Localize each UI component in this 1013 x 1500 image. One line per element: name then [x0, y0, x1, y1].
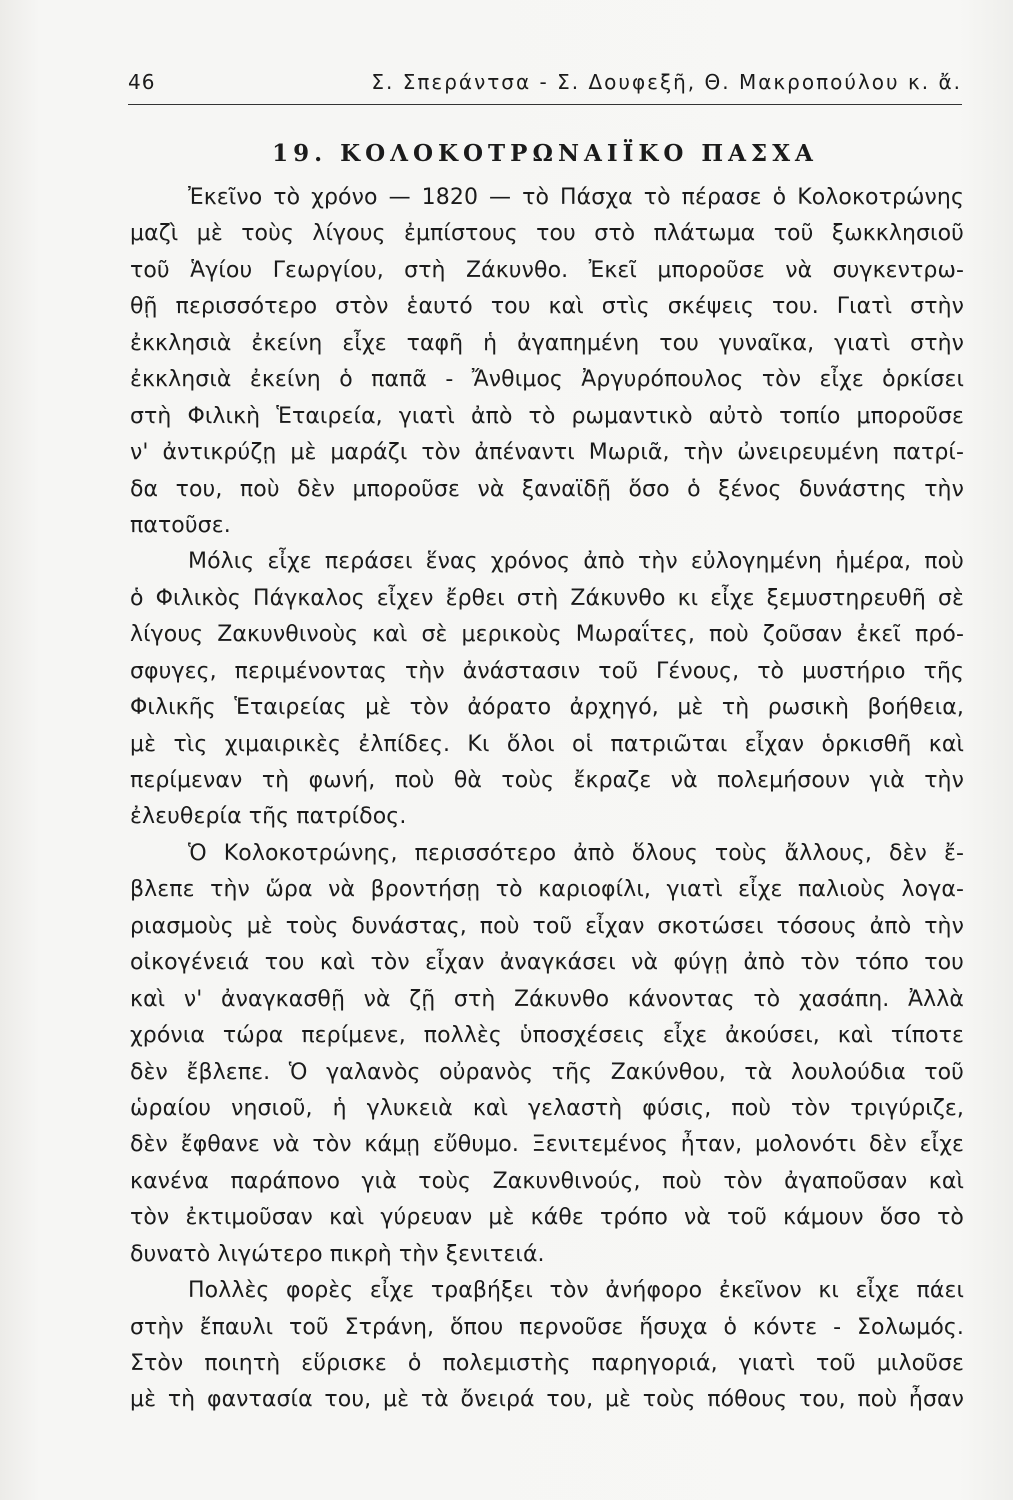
text-line: ὡραίου νησιοῦ, ἡ γλυκειὰ καὶ γελαστὴ φύσις, ποὺ τὸν τριγύριζε, [130, 1095, 964, 1121]
text-line: περίμεναν τὴ φωνή, ποὺ θὰ τοὺς ἔκραζε νὰ πολεμήσουν γιὰ τὴν [130, 768, 964, 793]
text-line: τὸν ἐκτιμοῦσαν καὶ γύρευαν μὲ κάθε τρόπο νὰ τοῦ κάμουν ὅσο τὸ [130, 1205, 964, 1231]
text-line: Ἐκεῖνο τὸ χρόνο — 1820 — τὸ Πάσχα τὸ πέρασε ὁ Κολοκοτρώνης [188, 185, 964, 210]
text-line: μὲ τὶς χιμαιρικὲς ἐλπίδες. Κι ὅλοι οἱ πατριῶται εἶχαν ὁρκισθῆ καὶ [130, 731, 964, 757]
text-line: ν' ἀντικρύζῃ μὲ μαράζι τὸν ἀπέναντι Μωριᾶ, τὴν ὠνειρευμένη πατρί- [130, 440, 964, 466]
text-line: πατοῦσε. [130, 512, 231, 538]
text-line: στὴν ἔπαυλι τοῦ Στράνη, ὅπου περνοῦσε ἥσυχα ὁ κόντε - Σολωμός. [130, 1314, 964, 1340]
body-text [130, 180, 964, 1419]
text-line: Πολλὲς φορὲς εἶχε τραβήξει τὸν ἀνήφορο ἐκεῖνον κι εἶχε πάει [188, 1278, 964, 1304]
text-line: λίγους Ζακυνθινοὺς καὶ σὲ μερικοὺς Μωραΐτες, ποὺ ζοῦσαν ἐκεῖ πρό- [130, 622, 964, 648]
text-line: κανένα παράπονο γιὰ τοὺς Ζακυνθινούς, ποὺ τὸν ἀγαποῦσαν καὶ [130, 1168, 964, 1194]
text-line: τοῦ Ἁγίου Γεωργίου, στὴ Ζάκυνθο. Ἐκεῖ μποροῦσε νὰ συγκεντρω- [130, 257, 964, 283]
text-line: ἐκκλησιὰ ἐκείνη ὁ παπᾶ - Ἄνθιμος Ἀργυρόπουλος τὸν εἶχε ὁρκίσει [130, 367, 964, 393]
text-line: Μόλις εἶχε περάσει ἕνας χρόνος ἀπὸ τὴν εὐλογημένη ἡμέρα, ποὺ [188, 549, 964, 575]
text-line: χρόνια τώρα περίμενε, πολλὲς ὑποσχέσεις εἶχε ἀκούσει, καὶ τίποτε [130, 1023, 964, 1049]
text-line: οἰκογένειά του καὶ τὸν εἶχαν ἀναγκάσει νὰ φύγῃ ἀπὸ τὸν τόπο του [130, 950, 964, 976]
text-line: ἐλευθερία τῆς πατρίδος. [130, 804, 407, 830]
page-header [128, 70, 962, 100]
text-line: Ὁ Κολοκοτρώνης, περισσότερο ἀπὸ ὅλους τοὺς ἄλλους, δὲν ἔ- [188, 840, 964, 866]
text-line: ριασμοὺς μὲ τοὺς δυνάστας, ποὺ τοῦ εἶχαν σκοτώσει τόσους ἀπὸ τὴν [130, 913, 964, 939]
text-line: Φιλικῆς Ἑταιρείας μὲ τὸν ἀόρατο ἀρχηγό, μὲ τὴ ρωσικὴ βοήθεια, [130, 695, 964, 721]
text-line: μὲ τὴ φαντασία του, μὲ τὰ ὄνειρά του, μὲ τοὺς πόθους του, ποὺ ἦσαν [130, 1387, 964, 1413]
page-number: 46 [128, 70, 156, 94]
text-line: καὶ ν' ἀναγκασθῇ νὰ ζῇ στὴ Ζάκυνθο κάνοντας τὸ χασάπη. Ἀλλὰ [130, 986, 964, 1012]
text-line: δὲν ἔφθανε νὰ τὸν κάμῃ εὔθυμο. Ξενιτεμένος ἦταν, μολονότι δὲν εἶχε [130, 1132, 964, 1158]
text-line: στὴ Φιλικὴ Ἑταιρεία, γιατὶ ἀπὸ τὸ ρωμαντικὸ αὐτὸ τοπίο μποροῦσε [130, 403, 964, 429]
header-rule [128, 104, 962, 105]
text-line: βλεπε τὴν ὥρα νὰ βροντήσῃ τὸ καριοφίλι, γιατὶ εἶχε παλιοὺς λογα- [130, 877, 964, 903]
text-line: δὲν ἔβλεπε. Ὁ γαλανὸς οὐρανὸς τῆς Ζακύνθου, τὰ λουλούδια τοῦ [130, 1059, 964, 1085]
text-line: δυνατὸ λιγώτερο πικρὴ τὴν ξενιτειά. [130, 1241, 545, 1267]
paragraph-2 [130, 544, 964, 836]
text-line: ὁ Φιλικὸς Πάγκαλος εἶχεν ἔρθει στὴ Ζάκυνθο κι εἶχε ξεμυστηρευθῆ σὲ [130, 585, 964, 611]
paragraph-1 [130, 180, 964, 544]
text-line: μαζὶ μὲ τοὺς λίγους ἐμπίστους του στὸ πλάτωμα τοῦ ξωκκλησιοῦ [130, 221, 964, 247]
text-line: δα του, ποὺ δὲν μποροῦσε νὰ ξαναϊδῇ ὅσο ὁ ξένος δυνάστης τὴν [130, 476, 964, 502]
text-line: Στὸν ποιητὴ εὕρισκε ὁ πολεμιστὴς παρηγοριά, γιατὶ τοῦ μιλοῦσε [130, 1351, 964, 1376]
running-head: Σ. Σπεράντσα - Σ. Δουφεξῆ, Θ. Μακροπούλου κ. ἄ. [371, 70, 962, 94]
text-line: ἐκκλησιὰ ἐκείνη εἶχε ταφῆ ἡ ἀγαπημένη του γυναῖκα, γιατὶ στὴν [130, 330, 964, 356]
text-line: θῇ περισσότερο στὸν ἑαυτό του καὶ στὶς σκέψεις του. Γιατὶ στὴν [130, 294, 964, 320]
paragraph-4 [130, 1273, 964, 1419]
chapter-title: 19. ΚΟΛΟΚΟΤΡΩΝΑΙΪΚΟ ΠΑΣΧΑ [272, 140, 818, 167]
text-line: σφυγες, περιμένοντας τὴν ἀνάστασιν τοῦ Γένους, τὸ μυστήριο τῆς [130, 658, 964, 684]
paragraph-3 [130, 836, 964, 1273]
